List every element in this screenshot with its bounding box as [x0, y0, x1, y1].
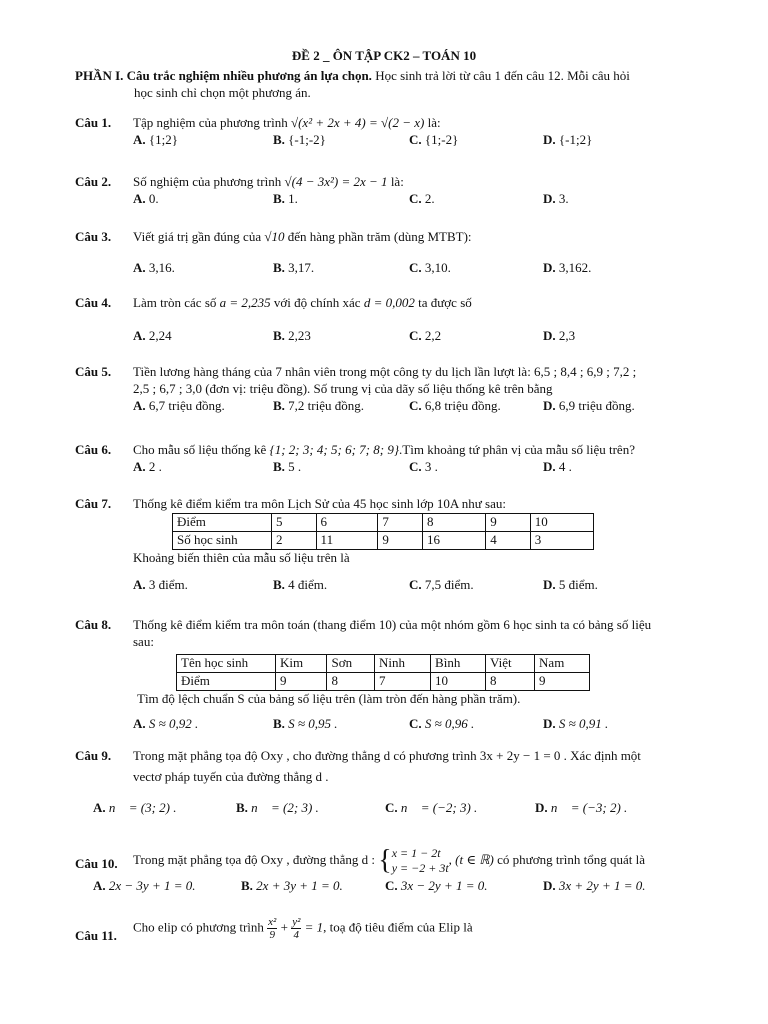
table-cell: 9	[378, 531, 423, 549]
question-4	[75, 295, 700, 346]
equals-one: = 1	[304, 919, 324, 935]
expression-2: d = 0,002	[363, 295, 415, 310]
option-a[interactable]: A. {1;2}	[133, 131, 178, 147]
question-stem-end: có phương trình tổng quát là	[497, 851, 645, 867]
table-cell: 4	[486, 531, 531, 549]
part-text: Học sinh trả lời từ câu 1 đến câu 12. Mỗi câu hỏi	[375, 68, 630, 83]
question-text-after: Khoảng biến thiên của mẫu số liệu trên là	[133, 549, 350, 565]
options	[93, 878, 700, 896]
table-cell: Ninh	[374, 654, 430, 672]
question-text: Thống kê điểm kiểm tra môn Lịch Sử của 45 học sinh lớp 10A như sau:	[133, 496, 506, 511]
options	[133, 716, 700, 734]
options	[133, 459, 700, 477]
expression: √10	[264, 229, 285, 244]
question-9	[75, 748, 700, 818]
question-stem-end: ta được số	[418, 295, 472, 310]
question-stem: Cho mẫu số liệu thống kê	[133, 442, 267, 457]
option-b[interactable]: B. 3,17.	[273, 259, 315, 275]
table-cell: 9	[486, 513, 531, 531]
option-b[interactable]: B. {-1;-2}	[273, 131, 326, 147]
question-3	[75, 229, 700, 278]
table-cell: 8	[422, 513, 485, 531]
table-cell: 6	[316, 513, 378, 531]
table-cell: Bình	[431, 654, 486, 672]
question-stem-end: đến hàng phần trăm (dùng MTBT):	[287, 229, 472, 244]
question-number: Câu 6.	[75, 442, 112, 457]
question-stem-end: là:	[390, 174, 404, 189]
table-row	[177, 654, 590, 672]
option-b[interactable]: B. 2x + 3y + 1 = 0.	[241, 878, 343, 893]
option-b[interactable]: B. n⃗ = (2; 3) .	[236, 799, 319, 815]
option-d[interactable]: D. 3x + 2y + 1 = 0.	[543, 878, 646, 893]
question-5	[75, 364, 700, 416]
question-stem-end: .Tìm khoảng tứ phân vị của mẫu số liệu trên?	[399, 442, 635, 457]
question-text-cont: 2,5 ; 6,7 ; 3,0 (đơn vị: triệu đồng). Số trung vị của dãy số liệu thống kê trên bằng	[133, 380, 553, 396]
data-set: {1; 2; 3; 4; 5; 6; 7; 8; 9}	[269, 442, 400, 457]
options	[133, 398, 700, 416]
options	[133, 191, 700, 209]
question-text: Tiền lương hàng tháng của 7 nhân viên trong một công ty du lịch lần lượt là: 6,5 ; 8,4 ; 6,9 ; 7,2 ;	[133, 364, 637, 379]
option-a[interactable]: A. 2,24	[133, 327, 172, 343]
part-label: PHẦN I.	[75, 68, 124, 83]
question-stem: Tập nghiệm của phương trình	[133, 115, 288, 130]
question-text-cont: vectơ pháp tuyến của đường thẳng d .	[133, 768, 329, 784]
table-row	[173, 531, 594, 549]
table-row	[177, 672, 590, 690]
question-stem-end: là:	[427, 115, 441, 130]
table-cell: 2	[272, 531, 317, 549]
option-b[interactable]: B. 5 .	[273, 458, 302, 474]
options	[133, 260, 700, 278]
option-a[interactable]: A. 6,7 triệu đồng.	[133, 397, 225, 413]
option-b[interactable]: B. 4 điểm.	[273, 576, 328, 592]
option-c[interactable]: C. 3 .	[409, 458, 438, 474]
question-text	[133, 442, 700, 459]
parametric-system: x = 1 − 2t y = −2 + 3t	[391, 846, 449, 875]
student-score-table	[176, 654, 590, 691]
options	[133, 577, 700, 595]
option-c[interactable]: C. n⃗ = (−2; 3) .	[385, 799, 478, 815]
score-table	[172, 513, 594, 550]
options	[93, 800, 700, 818]
question-number: Câu 10.	[75, 856, 118, 871]
question-number: Câu 2.	[75, 174, 112, 189]
table-cell: 10	[530, 513, 593, 531]
question-number: Câu 9.	[75, 748, 112, 763]
option-a[interactable]: A. n⃗ = (3; 2) .	[93, 799, 177, 815]
option-d[interactable]: D. 6,9 triệu đồng.	[543, 397, 635, 413]
question-text	[133, 295, 700, 312]
table-cell: 7	[374, 672, 430, 690]
table-cell: 8	[327, 672, 374, 690]
question-stem: Cho elip có phương trình	[133, 919, 264, 935]
table-cell: 8	[485, 672, 534, 690]
option-d[interactable]: D. n⃗ = (−3; 2) .	[535, 799, 628, 815]
option-b[interactable]: B. 7,2 triệu đồng.	[273, 397, 364, 413]
question-text	[133, 846, 700, 876]
table-cell: Số học sinh	[173, 531, 272, 549]
question-text: Trong mặt phẳng tọa độ Oxy , cho đường thẳng d có phương trình 3x + 2y − 1 = 0 . Xác định một	[133, 748, 641, 763]
part-header	[75, 68, 700, 102]
question-number: Câu 11.	[75, 928, 117, 943]
option-d[interactable]: D. 4 .	[543, 458, 572, 474]
question-number: Câu 5.	[75, 364, 112, 379]
table-cell: 16	[422, 531, 485, 549]
table-cell: Sơn	[327, 654, 374, 672]
option-a[interactable]: A. 2x − 3y + 1 = 0.	[93, 878, 196, 893]
question-text	[133, 174, 700, 191]
question-stem: Viết giá trị gần đúng của	[133, 229, 262, 244]
table-cell: Điểm	[173, 513, 272, 531]
table-cell: Nam	[535, 654, 590, 672]
option-c[interactable]: C. 3,10.	[409, 259, 451, 275]
table-cell: Kim	[276, 654, 327, 672]
options	[133, 132, 700, 150]
option-b[interactable]: B. S ≈ 0,95 .	[273, 715, 338, 731]
option-a[interactable]: A. S ≈ 0,92 .	[133, 715, 199, 731]
option-c[interactable]: C. 2,2	[409, 327, 442, 343]
table-cell: 5	[272, 513, 317, 531]
question-text: Thống kê điểm kiểm tra môn toán (thang điểm 10) của một nhóm gồm 6 học sinh ta có bảng số liệu	[133, 617, 652, 632]
option-c[interactable]: C. S ≈ 0,96 .	[409, 715, 475, 731]
option-c[interactable]: C. 6,8 triệu đồng.	[409, 397, 501, 413]
question-number: Câu 3.	[75, 229, 112, 244]
question-number: Câu 8.	[75, 617, 112, 632]
fraction-x: $\frac{\text{x²}}{9}$	[268, 916, 277, 942]
option-c[interactable]: C. 7,5 điểm.	[409, 576, 474, 592]
question-6	[75, 442, 700, 477]
question-stem: Làm tròn các số	[133, 295, 217, 310]
fraction-y: $\frac{\text{y²}}{4}$	[292, 916, 301, 942]
question-7	[75, 496, 700, 595]
option-b[interactable]: B. 2,23	[273, 327, 311, 343]
question-stem: Trong mặt phẳng tọa độ Oxy , đường thẳng d :	[133, 851, 376, 867]
options	[133, 328, 700, 346]
question-number: Câu 4.	[75, 295, 112, 310]
page-title: ĐỀ 2 _ ÔN TẬP CK2 – TOÁN 10	[291, 48, 477, 63]
option-d[interactable]: D. S ≈ 0,91 .	[543, 715, 609, 731]
question-number: Câu 1.	[75, 115, 112, 130]
expression: a = 2,235	[219, 295, 271, 310]
part-heading: Câu trắc nghiệm nhiều phương án lựa chọn.	[126, 68, 372, 83]
option-d[interactable]: D. 2,3	[543, 327, 576, 343]
table-cell: 10	[431, 672, 486, 690]
table-cell: Điểm	[177, 672, 276, 690]
question-2	[75, 174, 700, 209]
equation: √(4 − 3x²) = 2x − 1	[284, 174, 388, 189]
table-cell: 11	[316, 531, 378, 549]
table-cell: 3	[530, 531, 593, 549]
table-cell: 9	[535, 672, 590, 690]
option-a[interactable]: A. 2 .	[133, 458, 162, 474]
brace-icon: {	[378, 845, 392, 876]
question-1	[75, 115, 700, 150]
question-stem: Số nghiệm của phương trình	[133, 174, 282, 189]
plus-sign: +	[280, 919, 288, 935]
question-stem-end: , toạ độ tiêu điểm của Elip là	[323, 919, 473, 935]
option-a[interactable]: A. 3,16.	[133, 259, 175, 275]
question-text	[133, 115, 700, 132]
question-text	[133, 229, 700, 246]
option-d[interactable]: D. 3,162.	[543, 259, 592, 275]
option-b[interactable]: B. 1.	[273, 190, 298, 206]
option-c[interactable]: C. 3x − 2y + 1 = 0.	[385, 878, 488, 893]
question-number: Câu 7.	[75, 496, 112, 511]
option-c[interactable]: C. {1;-2}	[409, 131, 459, 147]
table-cell: Việt	[485, 654, 534, 672]
table-cell: 7	[378, 513, 423, 531]
equation: √(x² + 2x + 4) = √(2 − x)	[290, 115, 425, 130]
question-text-cont: sau:	[133, 633, 154, 649]
question-stem-mid: với độ chính xác	[273, 295, 361, 310]
option-a[interactable]: A. 0.	[133, 190, 159, 206]
parameter-condition: , (t ∈ ℝ)	[448, 851, 494, 867]
option-a[interactable]: A. 3 điểm.	[133, 576, 188, 592]
question-text	[133, 916, 700, 941]
option-d[interactable]: D. 3.	[543, 190, 569, 206]
question-10	[75, 846, 700, 896]
table-row	[173, 513, 594, 531]
option-d[interactable]: D. 5 điểm.	[543, 576, 598, 592]
question-8	[75, 617, 700, 734]
part-text-cont: học sinh chỉ chọn một phương án.	[134, 84, 311, 100]
table-cell: 9	[276, 672, 327, 690]
question-11	[75, 916, 700, 941]
table-cell: Tên học sinh	[177, 654, 276, 672]
option-c[interactable]: C. 2.	[409, 190, 435, 206]
option-d[interactable]: D. {-1;2}	[543, 131, 593, 147]
question-text-after: Tìm độ lệch chuẩn S của bảng số liệu trên (làm tròn đến hàng phần trăm).	[137, 690, 521, 706]
